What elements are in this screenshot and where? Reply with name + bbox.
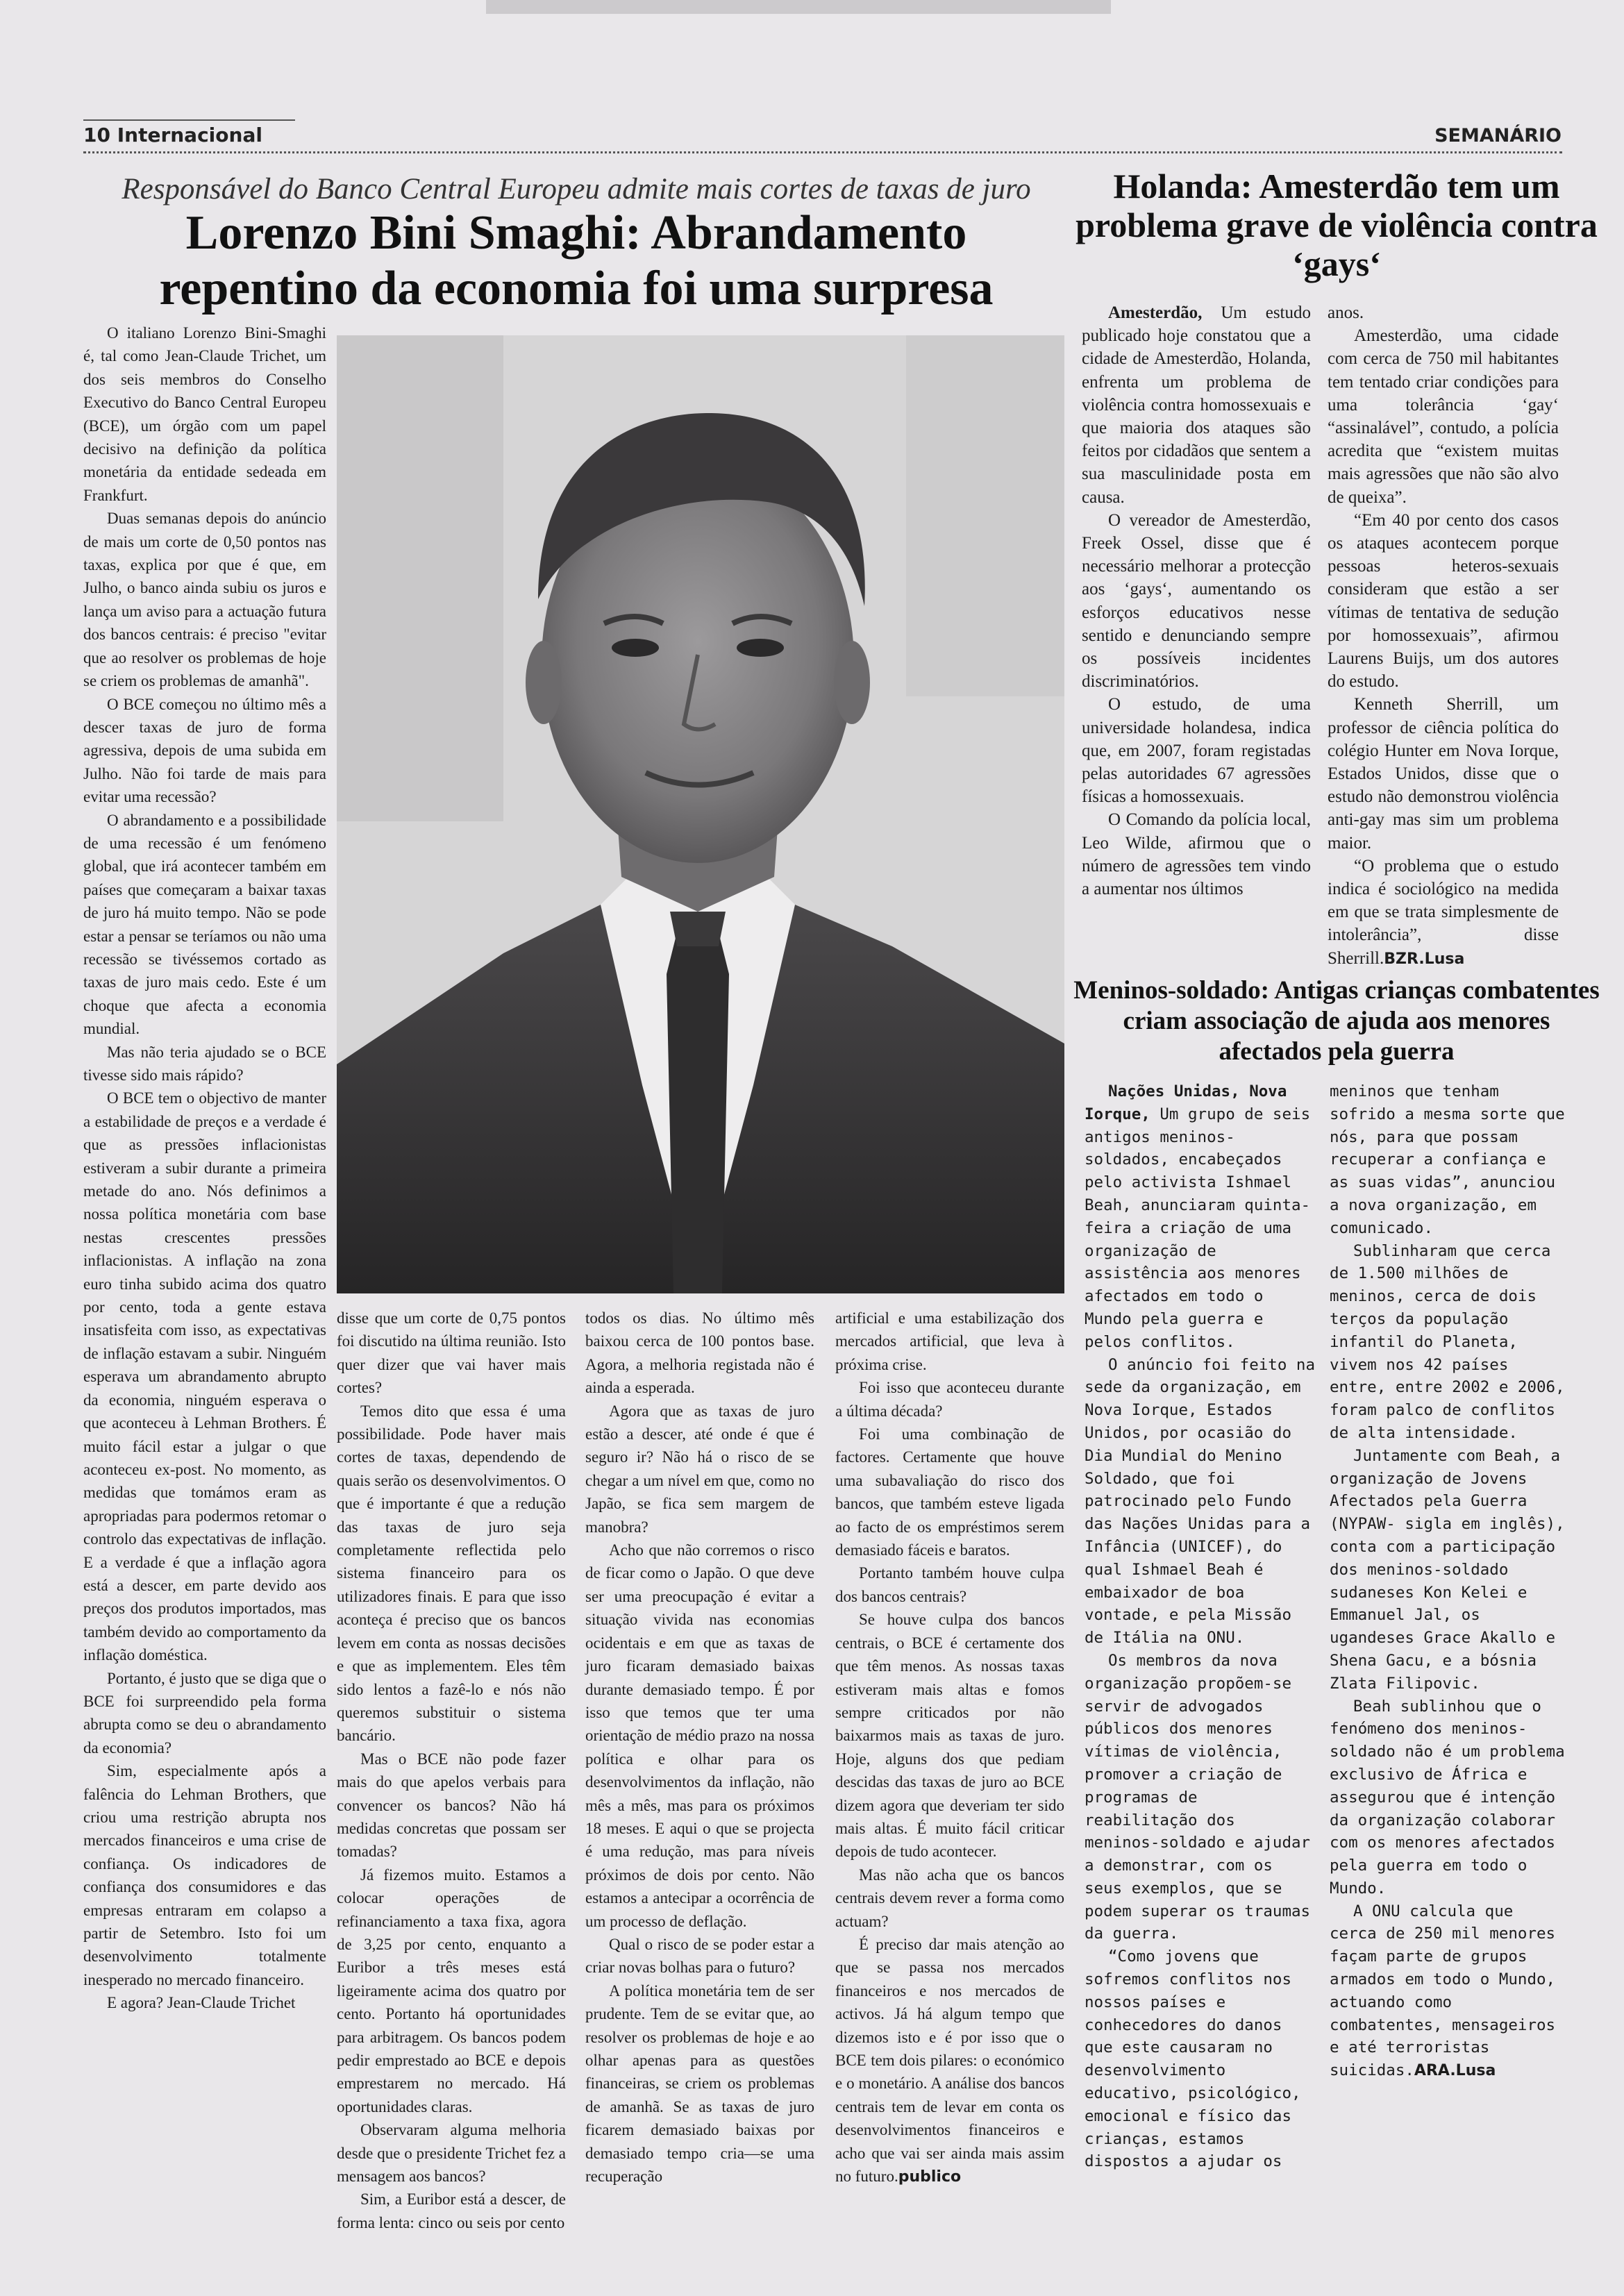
paragraph: todos os dias. No último mês baixou cerca de 100 pontos base. Agora, a melhoria registada não é ainda a esperada.: [585, 1309, 814, 1397]
paragraph: Qual o risco de se poder estar a criar novas bolhas para o futuro?: [585, 1935, 814, 1977]
paragraph: E agora? Jean-Claude Trichet: [107, 1994, 296, 2012]
article-signature: ARA.Lusa: [1414, 2062, 1496, 2080]
paragraph: Duas semanas depois do anúncio de mais um corte de 0,50 pontos nas taxas, explica por que é que, em Julho, o banco ainda subiu os juros e lança um aviso para a actuação futura dos bancos centrais: é preciso "evitar que ao resolver os problemas de hoje se criem os problemas de amanhã".: [83, 510, 326, 690]
paragraph: O abrandamento e a possibilidade de uma recessão é um fenómeno global, que irá acontecer também em países que começaram a baixar taxas de juro há muito tempo. Não se pode estar a pensar se teríamos ou não uma recessão se tivéssemos cortado as taxas de juro mais cedo. Este é um choque que afecta a economia mundial.: [83, 811, 326, 1038]
paragraph: Foi uma combinação de factores. Certamente que houve uma subavaliação do risco dos bancos, que também esteve ligada ao facto de os empréstimos serem demasiado fáceis e baratos.: [835, 1425, 1064, 1559]
amsterdam-column-1: [1082, 301, 1311, 900]
amsterdam-column-2: [1328, 301, 1559, 971]
paragraph: Amesterdão, uma cidade com cerca de 750 mil habitantes tem tentado criar condições para uma tolerância ‘gay‘ “assinalável”, contudo, a polícia acredita que “existem muitas mais agressões que não são alvo de queixa”.: [1328, 326, 1559, 507]
paragraph: O BCE tem o objectivo de manter a estabilidade de preços e a verdade é que as pressões inflacionistas estiveram a subir durante a primeira metade do ano. Nós definimos a nossa política monetária com base nestas crescentes pressões inflacionistas. A inflação na zona euro tinha subido acima dos quatro por cento, toda a gente estava insatisfeita com isso, as expectativas de inflação estavam a subir. Ninguém esperava um abrandamento abrupto da economia, ninguém esperava o que aconteceu à Lehman Brothers. É muito fácil estar a julgar o que aconteceu ex-post. No momento, as medidas que tomámos eram as apropriadas para podermos retomar o controlo das expectativas de inflação. E a verdade é que a inflação agora está a descer, em parte devido aos preços dos produtos importados, mas também devido ao comportamento da inflação doméstica.: [83, 1089, 326, 1664]
paragraph: O Comando da polícia local, Leo Wilde, afirmou que o número de agressões tem vindo a aumentar nos últimos: [1082, 810, 1311, 899]
paragraph: Já fizemos muito. Estamos a colocar operações de refinanciamento a taxa fixa, agora de 3,25 por cento, enquanto a Euribor a três meses está ligeiramente acima dos quatro por cento. Portanto há oportunidades para arbitragem. Os bancos podem pedir emprestado ao BCE e depois emprestarem no mercado. Há oportunidades claras.: [337, 1866, 566, 2115]
paragraph: disse que um corte de 0,75 pontos foi discutido na última reunião. Isto quer dizer que vai haver mais cortes?: [337, 1309, 566, 1397]
paragraph: Sim, a Euribor está a descer, de forma lenta: cinco ou seis por cento: [337, 2190, 566, 2231]
paragraph: Mas o BCE não pode fazer mais do que apelos verbais para convencer os bancos? Não há medidas concretas que possam ser tomadas?: [337, 1750, 566, 1861]
paragraph: A política monetária tem de ser prudente. Tem de se evitar que, ao resolver os problemas de hoje e ao olhar apenas para as questões financeiras, se criem os problemas de amanhã. Se as taxas de juro ficarem demasiado baixas por demasiado tempo cria—se uma recuperação: [585, 1981, 814, 2186]
paragraph-text: Um estudo publicado hoje constatou que a cidade de Amesterdão, Holanda, enfrenta um problema de violência contra homossexuais e que maioria dos ataques são feitos por cidadãos que sentem a sua masculinidade posta em causa.: [1082, 303, 1311, 507]
paragraph: anos.: [1328, 303, 1364, 322]
paragraph: Mas não teria ajudado se o BCE tivesse sido mais rápido?: [83, 1043, 326, 1084]
paragraph: [1330, 1900, 1566, 2083]
header-divider: [83, 151, 1562, 153]
child-soldiers-column-1: [1085, 1080, 1317, 2173]
paragraph: “Como jovens que sofremos conflitos nos nossos países e conhecedores do danos que este causaram no desenvolvimento educativo, psicológico, emocional e físico das crianças, estamos dispostos a ajudar os: [1085, 1947, 1301, 2171]
paragraph: O vereador de Amesterdão, Freek Ossel, disse que é necessário melhorar a protecção aos ‘gays‘, aumentando os esforços educativos nesse sentido e denunciando sempre os possíveis incidentes discriminatórios.: [1082, 510, 1311, 692]
article-kicker: Responsável do Banco Central Europeu admite mais cortes de taxas de juro: [122, 173, 1031, 206]
section-label: 10 Internacional: [83, 124, 262, 146]
paragraph-text: “O problema que o estudo indica é sociológico na medida em que se trata simplesmente de intolerância”, disse Sherrill.: [1328, 856, 1559, 968]
dateline: Amesterdão,: [1108, 303, 1203, 322]
print-bleed-mark: [486, 0, 1111, 14]
paragraph: [835, 1933, 1064, 2188]
paragraph: artificial e uma estabilização dos mercados artificial, que leva à próxima crise.: [835, 1309, 1064, 1373]
section-rule: [83, 119, 295, 121]
paragraph: Sublinharam que cerca de 1.500 milhões de meninos, cerca de dois terços da população infantil do Planeta, vivem nos 42 países entre, entre 2002 e 2006, foram palco de conflitos de alta intensidade.: [1330, 1241, 1565, 1442]
main-article-column-4: [835, 1307, 1064, 2188]
article-signature: publico: [898, 2168, 962, 2186]
amsterdam-headline: Holanda: Amesterdão tem um problema grave de violência contra ‘gays‘: [1075, 167, 1598, 283]
paragraph: [1328, 855, 1559, 971]
paragraph: O anúncio foi feito na sede da organização, em Nova Iorque, Estados Unidos, por ocasião do Dia Mundial do Menino Soldado, que foi patrocinado pelo Fundo das Nações Unidas para a Infância (UNICEF), do qual Ishmael Beah é embaixador de boa vontade, e pela Missão de Itália na ONU.: [1085, 1355, 1316, 1648]
paragraph: Acho que não corremos o risco de ficar como o Japão. O que deve ser uma preocupação é evitar a situação vivida nas economias ocidentais e em que as taxas de juro ficaram demasiado baixas durante demasiado tempo. É por isso que temos que ter uma orientação de médio prazo na nossa política e olhar para os desenvolvimentos da inflação, não mês a mês, mas para os próximos 18 meses. E aqui o que se projecta é uma redução, mas para níveis próximos de dois por cento. Não estamos a antecipar a ocorrência de um processo de deflação.: [585, 1541, 814, 1930]
paragraph: Temos dito que essa é uma possibilidade. Pode haver mais cortes de taxas, dependendo de quais serão os desenvolvimentos. O que é importante é que a redução das taxas de juro seja completamente reflectida pelo sistema financeiro para os utilizadores finais. E para que isso aconteça é preciso que os bancos levem em conta as nossas decisões e que as implementem. Eles têm sido lentos a fazê-lo e nós não queremos substituir o sistema bancário.: [337, 1402, 566, 1745]
paragraph-text: É preciso dar mais atenção ao que se passa nos mercados financeiros e nos mercados de activos. Já há algum tempo que dizemos isto e é por isso que o BCE tem dois pilares: o económico e o monetário. A análise dos bancos centrais tem de levar em conta os desenvolvimentos financeiros e acho que vai ser ainda mais assim no futuro.: [835, 1935, 1064, 2186]
paragraph: Kenneth Sherrill, um professor de ciência política do colégio Hunter em Nova Iorque, Estados Unidos, disse que o estudo não demonstrou violência anti-gay mas sim um problema maior.: [1328, 695, 1559, 853]
child-soldiers-headline: Meninos-soldado: Antigas crianças combatentes criam associação de ajuda aos menores afectados pela guerra: [1073, 976, 1600, 1066]
paragraph: O estudo, de uma universidade holandesa, indica que, em 2007, foram registadas pelas autoridades 67 agressões físicas a homossexuais.: [1082, 695, 1311, 807]
publication-name: SEMANÁRIO: [1434, 125, 1562, 146]
paragraph: Os membros da nova organização propõem-se servir de advogados públicos dos menores vítimas de violência, promover a criação de programas de reabilitação dos meninos-soldado e ajudar a demonstrar, com os seus exemplos, que se podem superar os traumas da guerra.: [1085, 1651, 1311, 1943]
paragraph: O italiano Lorenzo Bini-Smaghi é, tal como Jean-Claude Trichet, um dos seis membros do Conselho Executivo do Banco Central Europeu (BCE), um órgão com um papel decisivo na definição da política monetária da entidade sedeada em Frankfurt.: [83, 324, 326, 504]
paragraph: Foi isso que aconteceu durante a última década?: [835, 1379, 1064, 1420]
main-article-column-3: [585, 1307, 814, 2188]
paragraph: [1082, 301, 1311, 509]
article-headline: Lorenzo Bini Smaghi: Abrandamento repentino da economia foi uma surpresa: [159, 206, 994, 315]
paragraph: Sim, especialmente após a falência do Lehman Brothers, que criou uma restrição abrupta nos mercados financeiros e uma crise de confiança. Os indicadores de confiança dos consumidores e das empresas entraram em colapso a partir de Setembro. Isto foi um desenvolvimento totalmente inesperado no mercado financeiro.: [83, 1762, 326, 1988]
paragraph: meninos que tenham sofrido a mesma sorte que nós, para que possam recuperar a confiança e as suas vidas”, anunciou a nova organização, em comunicado.: [1330, 1082, 1565, 1237]
main-article-column-1: [83, 321, 326, 2015]
paragraph: “Em 40 por cento dos casos os ataques acontecem porque pessoas heteros-sexuais consideram que estão a ser vítimas de tentativa de sedução por homossexuais”, afirmou Laurens Buijs, um dos autores do estudo.: [1328, 510, 1559, 692]
portrait-photo: [337, 335, 1064, 1293]
article-signature: BZR.Lusa: [1384, 950, 1465, 968]
portrait-photo-icon: [337, 335, 1064, 1293]
paragraph: Portanto, é justo que se diga que o BCE foi surpreendido pela forma abrupta como se deu o abrandamento da economia?: [83, 1669, 326, 1757]
paragraph: [1085, 1080, 1317, 1354]
paragraph: O BCE começou no último mês a descer taxas de juro de forma agressiva, depois de uma subida em Julho. Não foi tarde de mais para evitar uma recessão?: [83, 695, 326, 806]
paragraph: Se houve culpa dos bancos centrais, o BCE é certamente dos que têm menos. As nossas taxas estiveram mais altas e fomos sempre criticados por não baixarmos mais as taxas de juro. Hoje, alguns dos que pediam descidas das taxas de juro ao BCE dizem agora que deveriam ter sido mais altas. É muito fácil criticar depois de tudo acontecer.: [835, 1611, 1064, 1861]
main-article-column-2: [337, 1307, 566, 2234]
paragraph: Observaram alguma melhoria desde que o presidente Trichet fez a mensagem aos bancos?: [337, 2121, 566, 2186]
paragraph: Mas não acha que os bancos centrais devem rever a forma como actuam?: [835, 1866, 1064, 1930]
paragraph: Agora que as taxas de juro estão a descer, até onde é que é seguro ir? Não há o risco de se chegar a um nível em que, como no Japão, se fica sem margem de manobra?: [585, 1402, 814, 1536]
child-soldiers-column-2: [1330, 1080, 1566, 2083]
paragraph: Beah sublinhou que o fenómeno dos meninos-soldado não é um problema exclusivo de África e assegurou que é intenção da organização colaborar com os menores afectados pela guerra em todo o Mundo.: [1330, 1697, 1565, 1897]
paragraph: Juntamente com Beah, a organização de Jovens Afectados pela Guerra (NYPAW- sigla em inglês), conta com a participação dos meninos-soldado sudaneses Kon Kelei e Emmanuel Jal, os ugandeses Grace Akallo e Shena Gacu, e a bósnia Zlata Filipovic.: [1330, 1446, 1565, 1693]
paragraph-text: A ONU calcula que cerca de 250 mil menores façam parte de grupos armados em todo o Mundo, actuando como combatentes, mensageiros e até terroristas suicidas.: [1330, 1902, 1556, 2080]
paragraph: Portanto também houve culpa dos bancos centrais?: [835, 1564, 1064, 1605]
paragraph-text: Um grupo de seis antigos meninos-soldados, encabeçados pelo activista Ishmael Beah, anunciaram quinta-feira a criação de uma organização de assistência aos menores afectados em todo o Mundo pela guerra e pelos conflitos.: [1085, 1105, 1311, 1351]
dateline: Nações Unidas, Nova Iorque,: [1085, 1082, 1287, 1123]
